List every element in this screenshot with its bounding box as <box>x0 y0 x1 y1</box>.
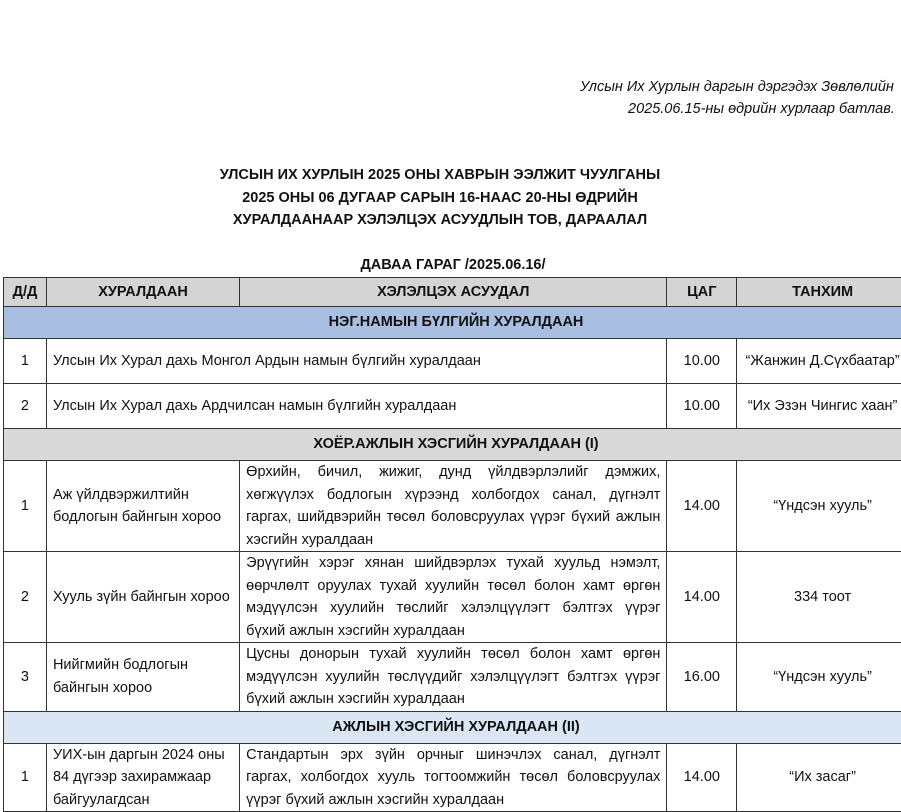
row-session: Нийгмийн бодлогын байнгын хороо <box>46 643 239 712</box>
row-session: Улсын Их Хурал дахь Монгол Ардын намын бүлгийн хуралдаан <box>46 339 667 384</box>
table-row <box>4 743 901 812</box>
section-row <box>4 711 901 743</box>
table-row <box>4 384 901 429</box>
title-line-1: УЛСЫН ИХ ХУРЛЫН 2025 ОНЫ ХАВРЫН ЭЭЛЖИТ ЧУУЛГАНЫ <box>0 164 880 187</box>
row-time: 14.00 <box>667 552 737 643</box>
section-title: ХОЁР.АЖЛЫН ХЭСГИЙН ХУРАЛДААН (I) <box>4 429 901 461</box>
row-room: “Их засаг” <box>737 743 901 812</box>
row-session: Хууль зүйн байнгын хороо <box>46 552 239 643</box>
row-num: 3 <box>4 643 47 712</box>
table-row <box>4 643 901 712</box>
header-session: ХУРАЛДААН <box>46 278 239 307</box>
row-time: 10.00 <box>667 384 737 429</box>
section-row <box>4 429 901 461</box>
document-title <box>0 164 880 232</box>
row-room: “Жанжин Д.Сүхбаатар” <box>737 339 901 384</box>
table-header-row <box>4 278 901 307</box>
row-session: Аж үйлдвэржилтийн бодлогын байнгын хороо <box>46 461 239 552</box>
row-session: УИХ-ын даргын 2024 оны 84 дүгээр захирамжаар байгуулагдсан <box>46 743 239 812</box>
row-num: 1 <box>4 461 47 552</box>
section-title: НЭГ.НАМЫН БҮЛГИЙН ХУРАЛДААН <box>4 307 901 339</box>
agenda-table <box>3 277 901 812</box>
row-num: 2 <box>4 552 47 643</box>
row-time: 16.00 <box>667 643 737 712</box>
row-time: 10.00 <box>667 339 737 384</box>
row-room: “Их Эзэн Чингис хаан” <box>737 384 901 429</box>
row-time: 14.00 <box>667 743 737 812</box>
title-line-2: 2025 ОНЫ 06 ДУГААР САРЫН 16-НААС 20-НЫ ӨДРИЙН <box>0 187 880 210</box>
row-time: 14.00 <box>667 461 737 552</box>
header-room: ТАНХИМ <box>737 278 901 307</box>
row-topic: Цусны донорын тухай хуулийн төсөл болон хамт өргөн мэдүүлсэн хуулийн төслүүдийг хэлэлцүүлэгт бэлтгэх үүрэг бүхий ажлын хэсгийн хуралдаан <box>240 643 667 712</box>
header-time: ЦАГ <box>667 278 737 307</box>
row-topic: Эрүүгийн хэрэг хянан шийдвэрлэх тухай хуульд нэмэлт, өөрчлөлт оруулах тухай хуулийн төсөл болон хамт өргөн мэдүүлсэн хуулийн төслийг хэлэлцүүлэгт бэлтгэх үүрэг бүхий ажлын хэсгийн хуралдаан <box>240 552 667 643</box>
row-room: “Үндсэн хууль” <box>737 643 901 712</box>
header-num: Д/Д <box>4 278 47 307</box>
row-num: 1 <box>4 743 47 812</box>
header-topic: ХЭЛЭЛЦЭХ АСУУДАЛ <box>240 278 667 307</box>
section-row <box>4 307 901 339</box>
row-room: “Үндсэн хууль” <box>737 461 901 552</box>
approval-line-1: Улсын Их Хурлын даргын дэргэдэх Зөвлөлийн <box>580 76 894 98</box>
row-topic: Өрхийн, бичил, жижиг, дунд үйлдвэрлэлийг дэмжих, хөгжүүлэх бодлогын хүрээнд холбогдох санал, дүгнэлт гаргах, шийдвэрийн төсөл боловсруулах үүрэг бүхий ажлын хэсгийн хуралдаан <box>240 461 667 552</box>
table-row <box>4 552 901 643</box>
row-room: 334 тоот <box>737 552 901 643</box>
row-session: Улсын Их Хурал дахь Ардчилсан намын бүлгийн хуралдаан <box>46 384 667 429</box>
section-title: АЖЛЫН ХЭСГИЙН ХУРАЛДААН (II) <box>4 711 901 743</box>
approval-line-2: 2025.06.15-ны өдрийн хурлаар батлав. <box>628 98 895 120</box>
row-num: 1 <box>4 339 47 384</box>
title-line-3: ХУРАЛДААНААР ХЭЛЭЛЦЭХ АСУУДЛЫН ТОВ, ДАРААЛАЛ <box>0 209 880 232</box>
day-heading: ДАВАА ГАРАГ /2025.06.16/ <box>0 255 901 275</box>
table-row <box>4 339 901 384</box>
row-topic: Стандартын эрх зүйн орчныг шинэчлэх санал, дүгнэлт гаргах, холбогдох хууль тогтоомжийн төсөл боловсруулах үүрэг бүхий ажлын хэсгийн хуралдаан <box>240 743 667 812</box>
row-num: 2 <box>4 384 47 429</box>
table-row <box>4 461 901 552</box>
